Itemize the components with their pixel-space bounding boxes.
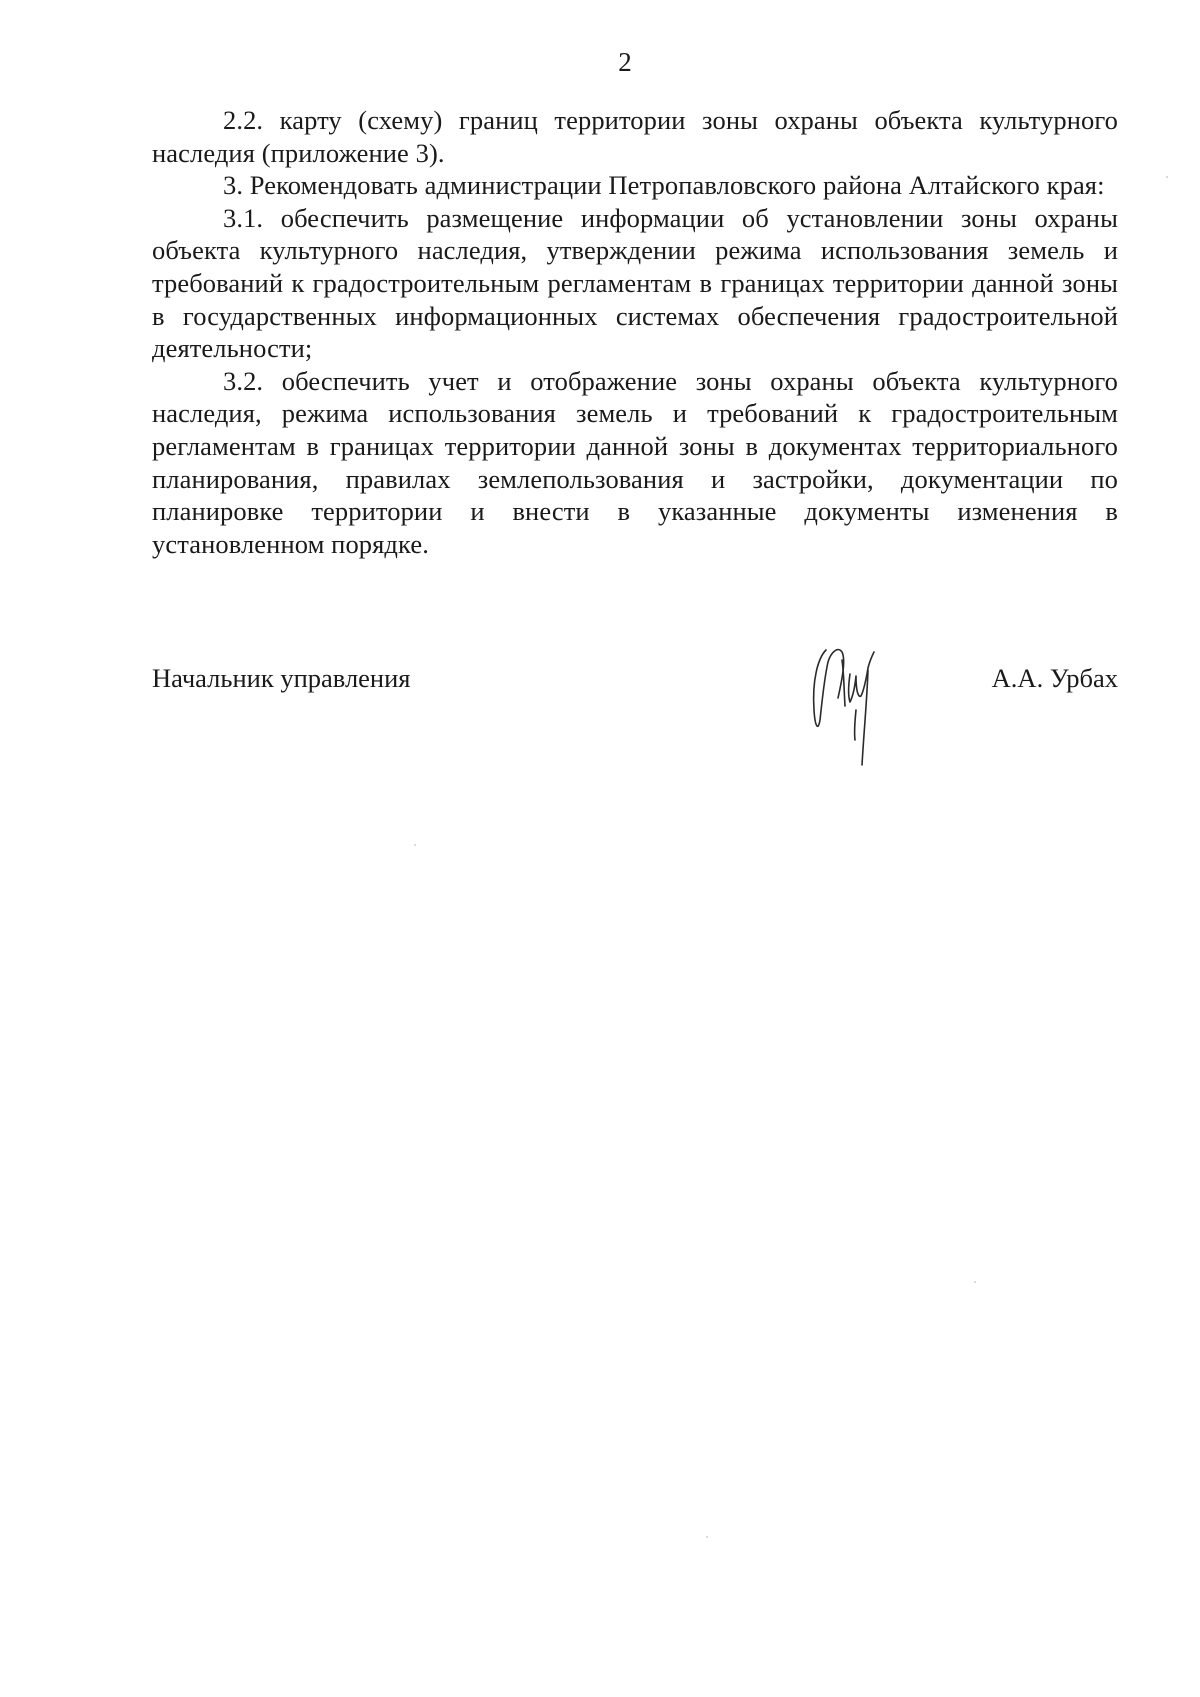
paragraph-3-1: 3.1. обеспечить размещение информации об установлении зоны охраны объекта культурного наследия, утверждении режима использования земель и требований к градостроительным регламентам в границах территории данной зоны в государственных информационных системах обеспечения градостроительной деятельности;: [152, 202, 1118, 364]
scan-speck: [706, 1536, 708, 1538]
paragraph-2-2: 2.2. карту (схему) границ территории зоны охраны объекта культурного наследия (приложение 3).: [152, 105, 1118, 168]
scan-speck: [974, 1281, 976, 1283]
signatory-position: Начальник управления: [152, 663, 411, 693]
signature-row: [152, 662, 1118, 702]
paragraph-3-2: 3.2. обеспечить учет и отображение зоны охраны объекта культурного наследия, режима использования земель и требований к градостроительным регламентам в границах территории данной зоны в документах территориального планирования, правилах землепользования и застройки, документации по планировке территории и внести в указанные документы изменения в установленном порядке.: [152, 365, 1118, 559]
signatory-name: А.А. Урбах: [991, 663, 1118, 693]
paragraph-3: 3. Рекомендовать администрации Петропавловского района Алтайского края:: [223, 170, 1105, 201]
scan-speck: [414, 844, 416, 846]
page-number: 2: [618, 47, 632, 77]
handwritten-signature: [798, 640, 898, 780]
document-body: [152, 104, 1118, 560]
scan-speck: [1166, 176, 1168, 178]
